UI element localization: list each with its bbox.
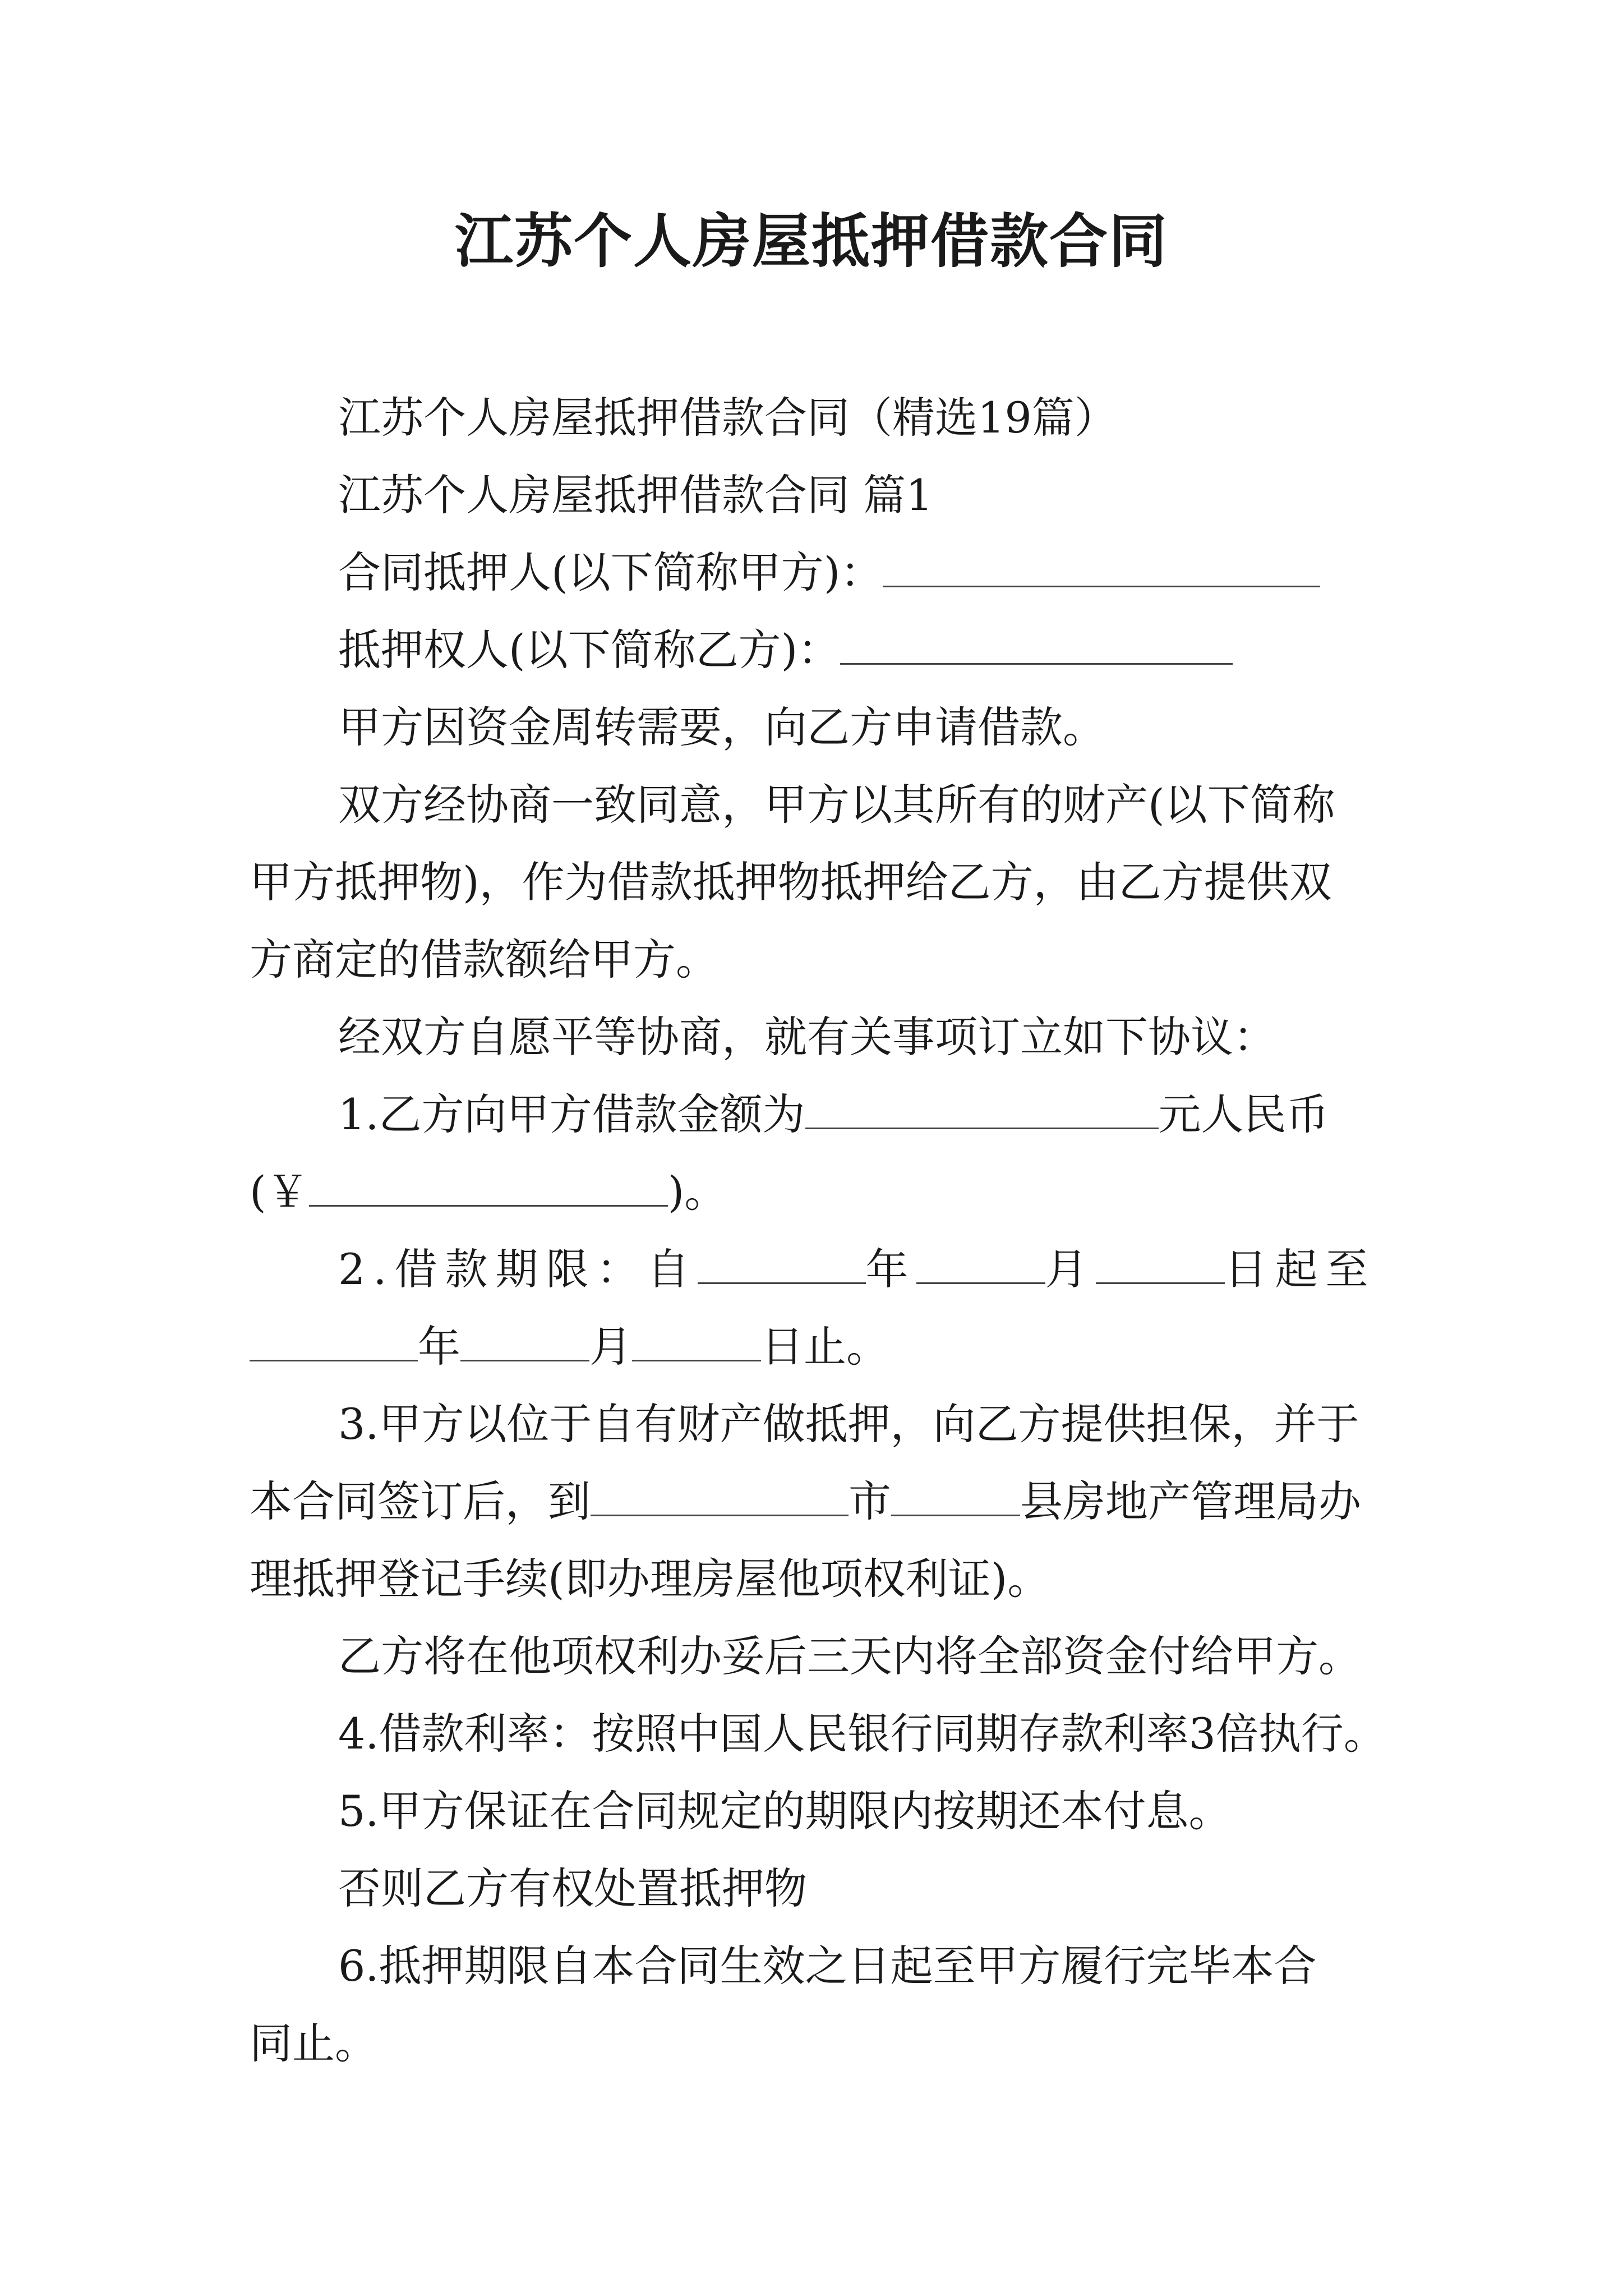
clause-3-line-3: 理抵押登记手续(即办理房屋他项权利证)。 [250, 1554, 1050, 1604]
intro-paragraph: 经双方自愿平等协商，就有关事项订立如下协议： [338, 1012, 1276, 1062]
clause-2-line-2 [250, 1308, 1385, 1386]
document-body [250, 379, 1385, 2082]
subtitle: 江苏个人房屋抵押借款合同（精选19篇） [338, 393, 1117, 443]
end-month-blank [460, 1320, 589, 1361]
clause-1-text-b: 元人民币 [1158, 1089, 1329, 1139]
agreement-line-3: 方商定的借款额给甲方。 [250, 935, 718, 984]
clause-5: 5.甲方保证在合同规定的期限内按期还本付息。 [338, 1786, 1232, 1836]
clause-2-text-a: 2.借款期限：自 [338, 1244, 698, 1294]
party-b-label: 抵押权人(以下简称乙方)： [338, 625, 841, 675]
loan-amount-figure-blank [309, 1166, 668, 1207]
party-a-blank [883, 546, 1320, 587]
clause-3-line-1: 3.甲方以位于自有财产做抵押，向乙方提供担保，并于 [338, 1399, 1359, 1449]
section-heading: 江苏个人房屋抵押借款合同 篇1 [338, 470, 933, 520]
end-day-blank [632, 1320, 761, 1361]
clause-2-month-label-2: 月 [589, 1322, 632, 1372]
clause-3-text-a: 本合同签订后，到 [250, 1476, 591, 1526]
start-year-blank [698, 1243, 866, 1284]
clause-4: 4.借款利率：按照中国人民银行同期存款利率3倍执行。 [338, 1709, 1386, 1759]
city-blank [591, 1475, 849, 1516]
start-day-blank [1096, 1243, 1225, 1284]
end-year-blank [250, 1320, 418, 1361]
payment-paragraph: 乙方将在他项权利办妥后三天内将全部资金付给甲方。 [338, 1631, 1361, 1681]
clause-2-day-from-label: 日起至 [1224, 1244, 1376, 1294]
clause-2-line-1 [250, 1231, 1385, 1308]
party-a-line [250, 534, 1385, 611]
loan-amount-blank [805, 1088, 1159, 1129]
clause-3-text-c: 县房地产管理局办 [1020, 1476, 1361, 1526]
clause-1-text-c: (￥ [250, 1167, 309, 1217]
party-b-line [250, 611, 1385, 689]
party-a-label: 合同抵押人(以下简称甲方)： [338, 547, 883, 597]
start-month-blank [916, 1243, 1045, 1284]
clause-1-text-a: 1.乙方向甲方借款金额为 [338, 1089, 805, 1139]
clause-3-line-2 [250, 1463, 1385, 1540]
clause-2-day-to-label: 日止。 [761, 1322, 889, 1372]
party-b-blank [840, 624, 1233, 665]
clause-2-month-label: 月 [1045, 1244, 1096, 1294]
clause-6-line-1: 6.抵押期限自本合同生效之日起至甲方履行完毕本合 [338, 1941, 1317, 1991]
agreement-line-1: 双方经协商一致同意，甲方以其所有的财产(以下简称 [338, 780, 1335, 830]
reason-paragraph: 甲方因资金周转需要，向乙方申请借款。 [338, 702, 1105, 752]
clause-1-line-2 [250, 1153, 1385, 1231]
clause-2-year-label-2: 年 [418, 1322, 460, 1372]
clause-3-city-label: 市 [849, 1476, 891, 1526]
clause-1-text-d: )。 [667, 1167, 727, 1217]
clause-1-line-1 [250, 1076, 1385, 1153]
clause-6-line-2: 同止。 [250, 2018, 377, 2068]
document-title: 江苏个人房屋抵押借款合同 [454, 206, 1168, 275]
clause-2-year-label: 年 [865, 1244, 916, 1294]
county-blank [891, 1475, 1020, 1516]
otherwise-paragraph: 否则乙方有权处置抵押物 [338, 1864, 807, 1913]
agreement-line-2: 甲方抵押物)，作为借款抵押物抵押给乙方，由乙方提供双 [250, 857, 1332, 907]
